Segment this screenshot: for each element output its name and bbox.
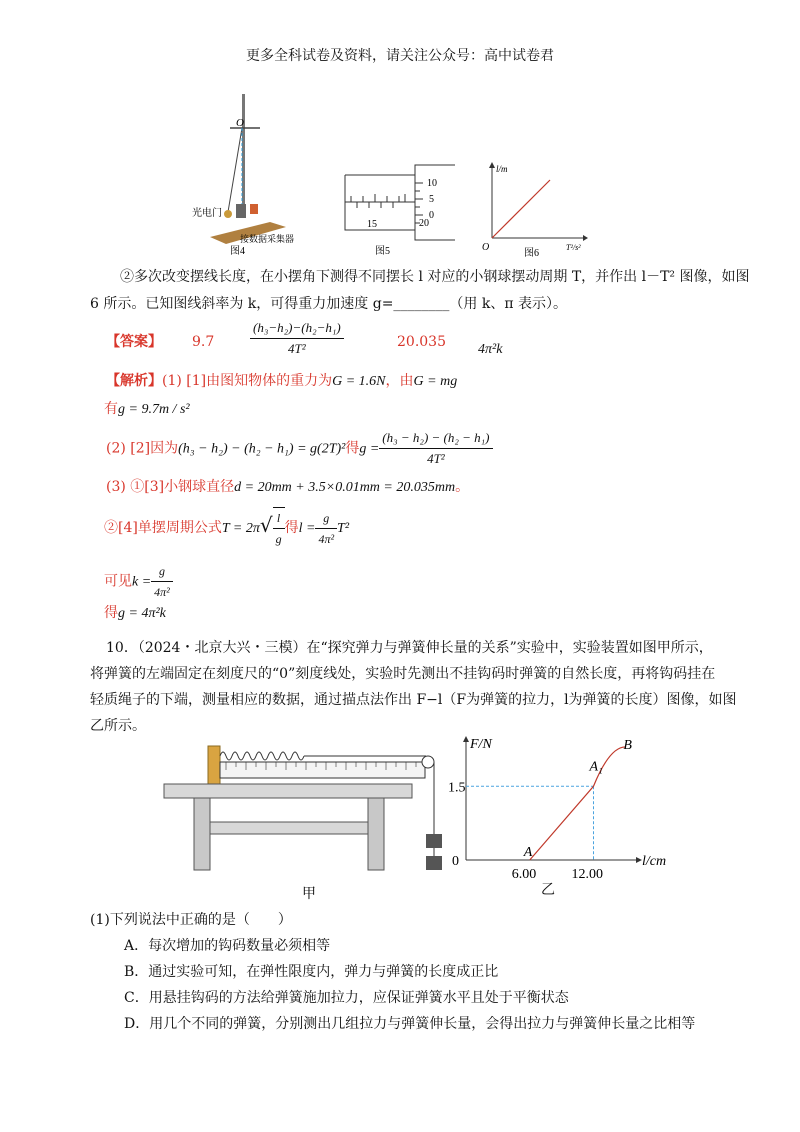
q10-option-c: C．用悬挂钩码的方法给弹簧施加拉力，应保证弹簧水平且处于平衡状态	[124, 990, 569, 1006]
answer-2	[250, 318, 344, 359]
analysis-l5-math2: l =	[298, 521, 316, 536]
fig5-caption: 图5	[375, 246, 390, 257]
analysis-l3-math2: g =	[359, 441, 380, 457]
analysis-l3-text: (2) [2]因为	[106, 440, 179, 457]
analysis-l5-math: T = 2π	[221, 521, 260, 536]
fig-jia-label: 甲	[302, 887, 316, 902]
figure-5-micrometer	[335, 155, 455, 257]
analysis-l6-numerator: g	[151, 561, 173, 582]
analysis-l1-math: G = 1.6N	[332, 374, 386, 389]
chart-origin: 0	[452, 854, 459, 869]
scale-label-20: 20	[419, 218, 429, 229]
chart-xtick-12: 12.00	[571, 867, 603, 882]
fig-yi-label: 乙	[541, 882, 555, 898]
analysis-l3-text2: 得	[345, 440, 360, 457]
fig6-origin: O	[482, 242, 490, 253]
table-leg-left	[194, 798, 210, 870]
analysis-line-3	[106, 428, 493, 469]
chart-y-arrow	[463, 736, 469, 742]
weight-1	[426, 834, 442, 848]
thimble-ticks	[415, 183, 423, 223]
analysis-l3-numerator: (h₃ − h₂) − (h₂ − h₁)	[379, 428, 492, 449]
analysis-l5-tail: T²	[337, 521, 350, 536]
analysis-line-4	[106, 477, 469, 498]
figure-jia-apparatus	[160, 742, 450, 902]
pivot-label-o: O	[236, 117, 244, 129]
answer-tag	[106, 332, 162, 352]
figure-4-pendulum	[190, 92, 300, 257]
analysis-line-1	[106, 371, 457, 392]
q10-line4: 乙所示。	[90, 718, 146, 734]
analysis-l5-sqrt-num: l	[273, 508, 285, 529]
spring-coil	[220, 752, 304, 760]
table-crossbar	[210, 822, 368, 834]
q10-option-a: A．每次增加的钩码数量必须相等	[124, 938, 331, 954]
analysis-l1-text2: ，由	[385, 373, 414, 389]
pendulum-string	[228, 128, 242, 212]
analysis-l1-math2: G = mg	[413, 374, 458, 389]
photogate	[236, 204, 246, 218]
q9-part2-line1: ②多次改变摆线长度，在小摆角下测得不同摆长 l 对应的小钢球摆动周期 T，并作出 l－T² 图像，如图	[120, 269, 750, 285]
fig6-caption: 图6	[524, 248, 539, 259]
fig4-caption: 图4	[230, 246, 245, 257]
analysis-tag: 【解析】	[106, 373, 162, 389]
answer-2-numerator: (h₃−h₂)−(h₂−h₁)	[250, 318, 344, 339]
analysis-l7-text: 得	[104, 605, 118, 621]
analysis-l2-text: 有	[104, 401, 118, 417]
analysis-l6-denominator: 4π²	[154, 585, 170, 599]
analysis-l3-math: (h₃ − h₂) − (h₂ − h₁) = g(2T)²	[178, 441, 346, 457]
analysis-l3-denominator: 4T²	[427, 451, 445, 466]
answer-4: 4π²k	[478, 342, 503, 357]
collector-label: 接数据采集器	[240, 234, 295, 244]
photogate-label: 光电门	[192, 208, 222, 219]
pulley	[422, 756, 434, 768]
chart-series-line	[530, 747, 626, 860]
sqrt-sign: √	[259, 513, 273, 537]
answer-3: 20.035	[397, 334, 446, 350]
analysis-l6-text: 可见	[104, 573, 132, 590]
analysis-l4-end: 。	[455, 479, 470, 495]
q10-line1: 10．（2024・北京大兴・三模）在“探究弹力与弹簧伸长量的关系”实验中，实验装置如图甲所示，	[106, 640, 713, 656]
analysis-l5-text: ②[4]单摆周期公式	[104, 520, 222, 536]
chart-point-label-b: B	[623, 737, 632, 753]
scale-label-0: 0	[429, 210, 434, 221]
q10-option-b: B．通过实验可知，在弹性限度内，弹力与弹簧的长度成正比	[124, 964, 499, 980]
analysis-l2-math: g = 9.7m / s²	[118, 402, 190, 417]
fig6-ylabel: l/m	[496, 164, 508, 174]
main-scale-15: 15	[367, 219, 377, 230]
page-header: 更多全科试卷及资料，请关注公众号：高中试卷君	[246, 48, 554, 64]
q9-part2-line2: 6 所示。已知图线斜率为 k，可得重力加速度 g=________（用 k、π 表示）。	[90, 296, 568, 312]
table-top	[164, 784, 412, 798]
q10-line2: 将弹簧的左端固定在刻度尺的“0”刻度线处，实验时先测出不挂钩码时弹簧的自然长度，再将钩码挂在	[90, 666, 716, 682]
analysis-l1-text: (1) [1]由图知物体的重力为	[162, 373, 333, 389]
chart-point-label-a: A	[523, 845, 533, 860]
analysis-l5-text2: 得	[284, 520, 299, 536]
analysis-line-5	[104, 507, 349, 549]
chart-ylabel: F/N	[470, 737, 492, 752]
weight-2	[426, 856, 442, 870]
fixed-block	[208, 746, 220, 784]
figure-yi-chart	[446, 730, 667, 890]
chart-ytick-1.5: 1.5	[448, 780, 466, 796]
analysis-line-7	[104, 603, 166, 624]
answer-tag-text: 【答案】	[106, 334, 162, 350]
main-scale-ticks	[351, 194, 405, 208]
analysis-l7-math: g = 4π²k	[118, 606, 166, 621]
stand-rod	[242, 94, 245, 209]
answer-2-denominator: 4T²	[288, 341, 306, 356]
q10-option-d: D．用几个不同的弹簧，分别测出几组拉力与弹簧伸长量，会得出拉力与弹簧伸长量之比相等	[124, 1016, 696, 1032]
analysis-line-2	[104, 399, 190, 420]
analysis-l5-denominator: 4π²	[318, 531, 335, 546]
analysis-line-6	[104, 561, 173, 602]
l-t2-line	[492, 180, 550, 238]
answer-1: 9.7	[192, 334, 215, 350]
chart-xlabel: l/cm	[642, 854, 667, 869]
fig6-xlabel: T²/s²	[566, 243, 581, 252]
clamp	[250, 204, 258, 214]
analysis-l4-text: (3) ①[3]小钢球直径	[106, 479, 235, 495]
scale-label-5: 5	[429, 194, 434, 205]
analysis-l5-sqrt-den: g	[275, 532, 282, 546]
table-leg-right	[368, 798, 384, 870]
chart-point-label-a1: A₁	[589, 759, 603, 775]
q10-sub1: (1)下列说法中正确的是（ ）	[90, 912, 292, 928]
analysis-l6-math: k =	[132, 574, 152, 590]
figure-6-graph	[478, 160, 588, 257]
pendulum-ball	[224, 210, 232, 218]
analysis-l5-numerator: g	[315, 508, 337, 529]
scale-label-10: 10	[427, 178, 437, 189]
q10-line3: 轻质绳子的下端，测量相应的数据，通过描点法作出 F−l（F为弹簧的拉力，l为弹簧的长度）图像，如图	[90, 692, 737, 708]
chart-xtick-6: 6.00	[511, 867, 537, 882]
ruler	[220, 762, 425, 778]
analysis-l4-math: d = 20mm + 3.5×0.01mm = 20.035mm	[234, 480, 456, 495]
